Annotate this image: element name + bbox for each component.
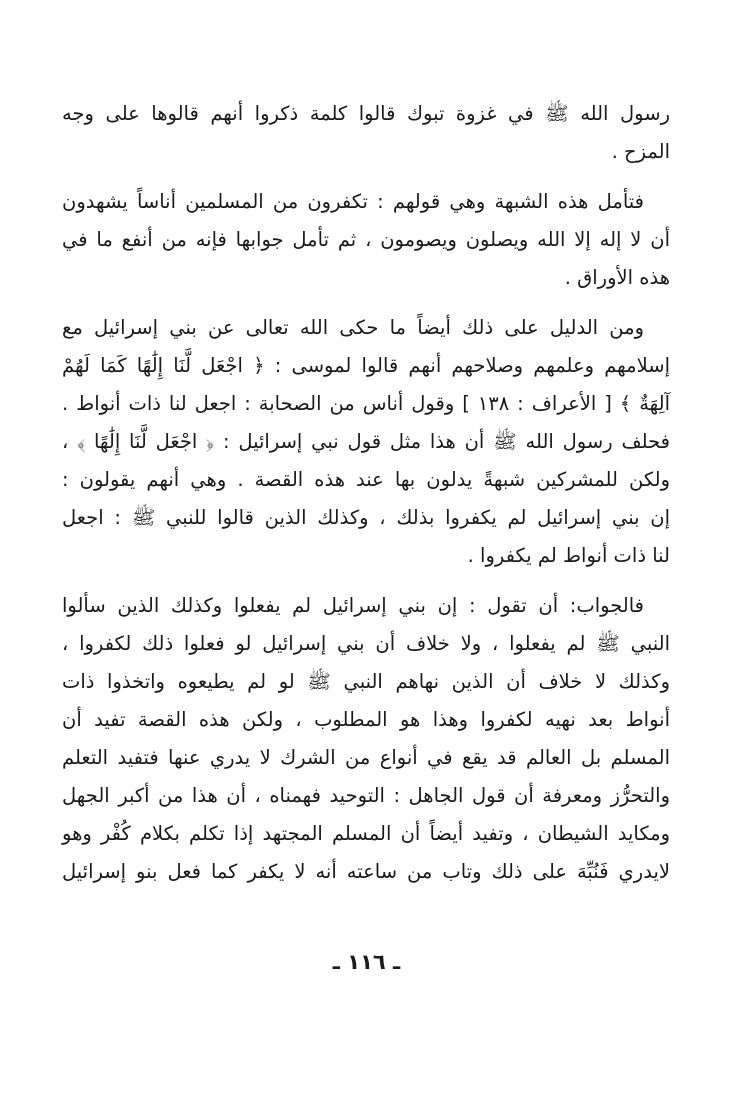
text-line: إسلامهم وعلمهم وصلاحهم أنهم قالوا لموسى : ﴿ اجْعَل لَّنَا إِلَٰهًا كَمَا لَهُمْ xyxy=(62,354,670,377)
text-line: هذه الأوراق . xyxy=(564,266,670,289)
paragraph-2 xyxy=(62,183,670,297)
text-line: ومكايد الشيطان ، وتفيد أيضاً أن المسلم المجتهد إذا تكلم بكلام كُفْر وهو xyxy=(62,822,670,845)
paragraph-gap xyxy=(62,575,670,587)
text-line: فتأمل هذه الشبهة وهي قولهم : تكفرون من المسلمين أناساً يشهدون xyxy=(62,190,644,213)
text-line: المزح . xyxy=(611,140,670,163)
text-line: رسول الله ﷺ في غزوة تبوك قالوا كلمة ذكروا أنهم قالوها على وجه xyxy=(62,102,670,125)
text-line: فحلف رسول الله ﷺ أن هذا مثل قول نبي إسرائيل : ﴿ اجْعَل لَّنَا إِلَٰهًا ﴾ ، xyxy=(62,430,670,453)
page-number: ـ ١١٦ ـ xyxy=(332,950,401,974)
page-body xyxy=(62,95,670,891)
text-line: لنا ذات أنواط لم يكفروا . xyxy=(467,544,670,567)
paragraph-3 xyxy=(62,309,670,575)
text-line: المسلم بل العالم قد يقع في أنواع من الشرك لا يدري عنها فتفيد التعلم xyxy=(62,746,670,769)
paragraph-4 xyxy=(62,587,670,891)
text-line: أنواط بعد نهيه لكفروا وهذا هو المطلوب ، ولكن هذه القصة تفيد أن xyxy=(62,708,670,731)
paragraph-gap xyxy=(62,171,670,183)
text-line: لايدري فَنُبِّهَ على ذلك وتاب من ساعته أنه لا يكفر كما فعل بنو إسرائيل xyxy=(62,860,670,883)
text-line: أن لا إله إلا الله ويصلون ويصومون ، ثم تأمل جوابها فإنه من أنفع ما في xyxy=(62,228,670,251)
text-line: فالجواب: أن تقول : إن بني إسرائيل لم يفعلوا وكذلك الذين سألوا xyxy=(62,594,644,617)
text-line: والتحرُّز ومعرفة أن قول الجاهل : التوحيد فهمناه ، أن هذا من أكبر الجهل xyxy=(62,784,670,807)
text-line: وكذلك لا خلاف أن الذين نهاهم النبي ﷺ لو لم يطيعوه واتخذوا ذات xyxy=(62,670,670,693)
paragraph-gap xyxy=(62,297,670,309)
text-line: النبي ﷺ لم يفعلوا ، ولا خلاف أن بني إسرائيل لو فعلوا ذلك لكفروا ، xyxy=(62,632,670,655)
text-line: آلِهَةٌ ﴾ [ الأعراف : ١٣٨ ] وقول أناس من الصحابة : اجعل لنا ذات أنواط . xyxy=(62,392,670,415)
text-line: ولكن للمشركين شبهةً يدلون بها عند هذه القصة . وهي أنهم يقولون : xyxy=(62,468,670,491)
text-line: ومن الدليل على ذلك أيضاً ما حكى الله تعالى عن بني إسرائيل مع xyxy=(62,316,644,339)
paragraph-1 xyxy=(62,95,670,171)
text-line: إن بني إسرائيل لم يكفروا بذلك ، وكذلك الذين قالوا للنبي ﷺ : اجعل xyxy=(62,506,670,529)
